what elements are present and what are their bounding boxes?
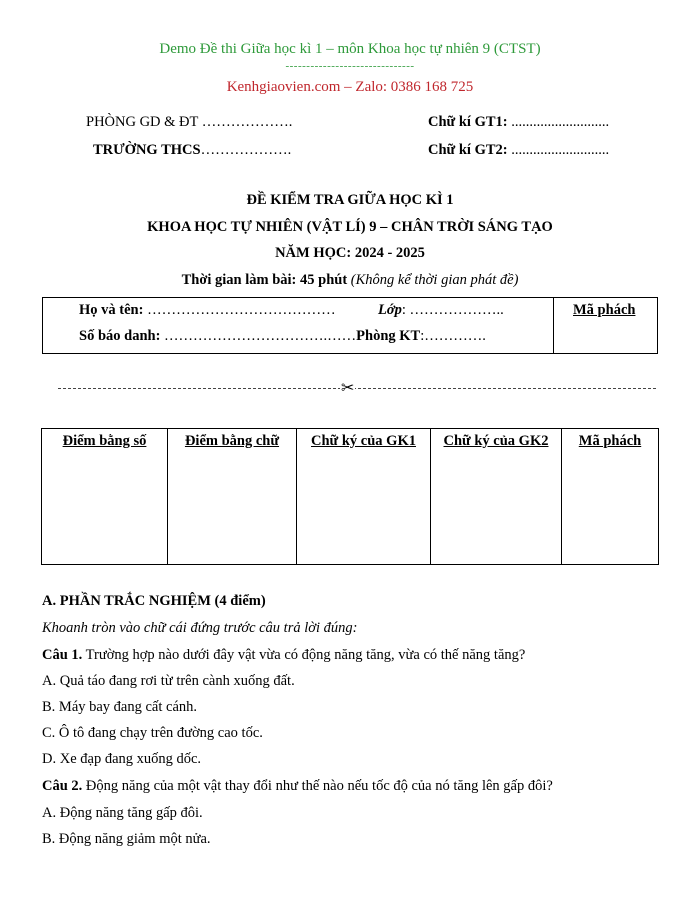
exam-subject: KHOA HỌC TỰ NHIÊN (VẬT LÍ) 9 – CHÂN TRỜI SÁNG TẠO xyxy=(147,219,553,235)
header-code: Mã phách xyxy=(562,429,659,565)
question-2-text: Động năng của một vật thay đổi như thế nào nếu tốc độ của nó tăng lên gấp đôi? xyxy=(82,778,553,794)
student-info-box xyxy=(42,297,658,354)
school-line xyxy=(93,142,291,159)
question-2 xyxy=(42,778,553,795)
sig1-line xyxy=(428,114,609,131)
box-divider xyxy=(553,298,554,353)
room-dots: :…………. xyxy=(420,328,486,344)
site-info: Kenhgiaovien.com – Zalo: 0386 168 725 xyxy=(226,79,474,95)
score-table xyxy=(41,428,659,565)
section-a-heading: A. PHẦN TRẮC NGHIỆM (4 điểm) xyxy=(42,593,266,609)
section-a-instruction: Khoanh tròn vào chữ cái đứng trước câu trả lời đúng: xyxy=(42,620,358,636)
question-2-label: Câu 2. xyxy=(42,778,83,794)
question-1 xyxy=(42,647,525,664)
header-dash-line: ------------------------------- xyxy=(285,60,415,72)
question-1-label: Câu 1. xyxy=(42,647,83,663)
code-label: Mã phách xyxy=(573,302,636,318)
q1-option-b[interactable]: B. Máy bay đang cất cánh. xyxy=(42,699,198,715)
time-note: (Không kể thời gian phát đề) xyxy=(350,272,519,288)
school-year: NĂM HỌC: 2024 - 2025 xyxy=(275,245,425,261)
sig2-label: Chữ kí GT2: xyxy=(428,142,508,158)
table-row xyxy=(42,429,659,565)
header-score-number: Điểm bằng số xyxy=(42,429,168,565)
q1-option-a[interactable]: A. Quả táo đang rơi từ trên cành xuống đất. xyxy=(42,673,295,689)
class-label: Lớp xyxy=(378,302,402,318)
sbd-label: Số báo danh: xyxy=(79,328,161,344)
sig2-dots: ........................... xyxy=(507,142,610,158)
room-label: Phòng KT xyxy=(356,328,421,344)
header-sig-gk2: Chữ ký của GK2 xyxy=(431,429,562,565)
time-line xyxy=(0,272,700,289)
header-score-words: Điểm bằng chữ xyxy=(168,429,297,565)
q2-option-b[interactable]: B. Động năng giảm một nửa. xyxy=(42,831,211,847)
demo-title: Demo Đề thi Giữa học kì 1 – môn Khoa học tự nhiên 9 (CTST) xyxy=(159,41,541,57)
school-label: TRƯỜNG THCS xyxy=(93,142,201,158)
header-sig-gk1: Chữ ký của GK1 xyxy=(297,429,431,565)
time-label: Thời gian làm bài: 45 phút xyxy=(181,272,348,288)
name-dots: ………………………………… xyxy=(143,302,336,318)
sbd-dots: …………………………….…… xyxy=(160,328,357,344)
class-field[interactable] xyxy=(378,302,504,319)
class-dots: : ……………….. xyxy=(401,302,504,318)
sig1-dots: ........................... xyxy=(507,114,610,130)
dept-line: PHÒNG GD & ĐT ………………. xyxy=(86,114,293,130)
q2-option-a[interactable]: A. Động năng tăng gấp đôi. xyxy=(42,805,203,821)
q1-option-c[interactable]: C. Ô tô đang chạy trên đường cao tốc. xyxy=(42,725,263,741)
question-1-text: Trường hợp nào dưới đây vật vừa có động năng tăng, vừa có thế năng tăng? xyxy=(82,647,526,663)
sig2-line xyxy=(428,142,609,159)
q1-option-d[interactable]: D. Xe đạp đang xuống dốc. xyxy=(42,751,202,767)
name-label: Họ và tên: xyxy=(79,302,144,318)
name-field[interactable] xyxy=(79,302,336,319)
scissors-icon: ✂ xyxy=(341,378,355,397)
exam-title: ĐỀ KIỂM TRA GIỮA HỌC KÌ 1 xyxy=(246,192,454,208)
sig1-label: Chữ kí GT1: xyxy=(428,114,508,130)
school-dots: ………………. xyxy=(200,142,292,158)
sbd-field[interactable] xyxy=(79,328,486,345)
cut-line xyxy=(58,388,656,389)
